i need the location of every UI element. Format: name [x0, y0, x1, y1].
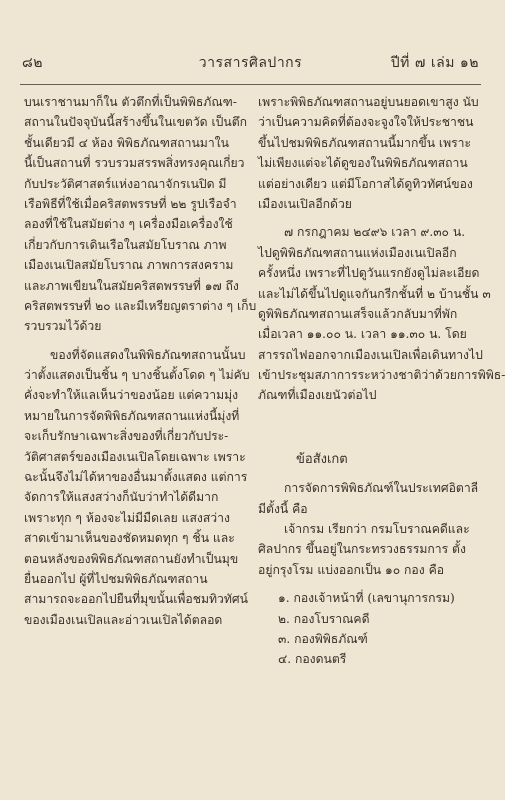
text-line: ดูพิพิธภัณฑสถานเสร็จแล้วกลับมาที่พัก: [258, 306, 458, 321]
text-line: วัติศาสตร์ของเมืองเนเปิลโดยเฉพาะ เพราะ: [24, 449, 246, 464]
text-line: เมื่อเวลา ๑๑.๐๐ น. เวลา ๑๑.๓๐ น. โดย: [258, 327, 467, 342]
right-paragraph-3: [258, 478, 479, 580]
text-line: ของเมืองเนเปิลและอ่าวเนเปิลได้ตลอด: [24, 612, 223, 627]
text-line: สถานในปัจจุบันนี้สร้างขึ้นในเขตวัด เป็นตึก: [24, 115, 247, 130]
text-line: ภัณฑที่เมืองเยนัวต่อไป: [258, 388, 377, 403]
text-line: เมืองเนเปิลอีกด้วย: [258, 196, 352, 211]
text-line: ว่าเป็นความคิดที่ต้องจะจูงใจให้ประชาชน: [258, 115, 474, 130]
text-line: บนเราชานมาก็ใน ตัวตึกที่เป็นพิพิธภัณฑ-: [24, 95, 237, 109]
list-item: ๓. กองพิพิธภัณฑ์: [278, 632, 368, 646]
list-item: ๑. กองเจ้าหน้าที่ (เลขานุการกรม): [278, 591, 455, 606]
text-line: เพราะพิพิธภัณฑสถานอยู่บนยอดเขาสูง นับ: [258, 95, 479, 109]
right-paragraph-2: [258, 222, 505, 406]
text-line: จะเก็บรักษาเฉพาะสิ่งของที่เกี่ยวกับประ-: [24, 429, 229, 444]
text-line: ๗ กรกฎาคม ๒๔๙๖ เวลา ๙.๓๐ น.: [284, 225, 466, 240]
text-line: นี้เป็นสถานที่ รวบรวมสรรพสิ่งทรงคุณเกี่ยว: [24, 156, 245, 171]
text-line: รวบรวมไว้ด้วย: [24, 319, 102, 334]
text-line: ลองที่ใช้ในสมัยต่าง ๆ เครื่องมือเครื่องใช้: [24, 217, 233, 232]
list-item: ๒. กองโบราณคดี: [278, 611, 370, 626]
text-line: เพราะทุก ๆ ห้องจะไม่มีมืดเลย แสงสว่าง: [24, 510, 230, 525]
text-line: เข้าประชุมสภาการระหว่างชาติว่าด้วยการพิพิธ-: [258, 368, 505, 383]
text-line: ตอนหลังของพิพิธภัณฑสถานยังทำเป็นมุข: [24, 551, 239, 566]
text-line: จัดการให้แสงสว่างก็นับว่าทำได้ดีมาก: [24, 490, 219, 505]
text-line: สาดเข้ามาเห็นของชัดหมดทุก ๆ ชิ้น และ: [24, 531, 235, 546]
text-line: และไม่ได้ขึ้นไปดูแจกันกรีกชั้นที่ ๒ บ้านชั้น ๓: [258, 286, 491, 301]
text-line: กับประวัติศาสตร์แห่งอาณาจักรเนปิด มี: [24, 176, 227, 191]
left-paragraph-2: [24, 345, 250, 630]
left-paragraph-1: [24, 92, 257, 337]
text-line: ไปดูพิพิธภัณฑสถานแห่งเมืองเนเปิลอีก: [258, 245, 457, 260]
issue-label: ปีที่ ๗ เล่ม ๑๒: [390, 55, 479, 71]
text-line: อยู่กรุงโรม แบ่งออกเป็น ๑๐ กอง คือ: [258, 562, 445, 577]
text-line: เมืองเนเปิลสมัยโบราณ ภาพการสงคราม: [24, 258, 234, 273]
text-line: เรือพิธีที่ใช้เมื่อคริสตพรรษที่ ๒๒ รูปเรือจำ: [24, 196, 237, 211]
text-line: หมายในการจัดพิพิธภัณฑสถานแห่งนี้มุ่งที่: [24, 408, 240, 423]
text-line: ยื่นออกไป ผู้ที่ไปชมพิพิธภัณฑสถาน: [24, 571, 208, 586]
header-rule: [20, 84, 481, 85]
text-line: ขึ้นไปชมพิพิธภัณฑสถานนี้มากขึ้น เพราะ: [258, 135, 472, 150]
division-list: [258, 588, 476, 670]
text-line: มีตั้งนี้ คือ: [258, 501, 308, 516]
text-line: สารรถไฟออกจากเมืองเนเปิลเพื่อเดินทางไป: [258, 347, 483, 362]
text-line: การจัดการพิพิธภัณฑ์ในประเทศอิตาลี: [284, 481, 479, 496]
text-line: ไม่เพียงแต่จะได้ดูของในพิพิธภัณฑสถาน: [258, 156, 468, 171]
text-line: คั่งจะทำให้แลเห็นว่าของน้อย แต่ความมุ่ง: [24, 388, 239, 403]
list-item: ๔. กองดนตรี: [278, 652, 347, 667]
text-line: และภาพเขียนในสมัยคริสตพรรษที่ ๑๗ ถึง: [24, 278, 239, 293]
text-line: ศิลปากร ขึ้นอยู่ในกระทรวงธรรมการ ตั้ง: [258, 542, 466, 557]
left-column: [24, 92, 257, 630]
text-line: เจ้ากรม เรียกว่า กรมโบราณคดีและ: [284, 522, 470, 537]
journal-title: วารสารศิลปากร: [198, 55, 303, 71]
text-line: คริสตพรรษที่ ๒๐ และมีเหรียญตราต่าง ๆ เก็บ: [24, 298, 257, 313]
text-line: ชั้นเดียวมี ๔ ห้อง พิพิธภัณฑสถานมาใน: [24, 135, 229, 150]
right-paragraph-1: [258, 92, 479, 214]
text-line: ของที่จัดแสดงในพิพิธภัณฑสถานนั้นบ: [50, 347, 246, 362]
text-line: ฉะนั้นจึงไม่ได้หาของอื่นมาตั้งแสดง แต่การ: [24, 470, 248, 485]
text-line: แต่อย่างเดียว แต่มีโอกาสได้ดูทิวทัศน์ของ: [258, 176, 473, 191]
text-line: สามารถจะออกไปยืนที่มุขนั้นเพื่อชมทิวทัศน์: [24, 592, 248, 607]
page-number: ๘๒: [22, 55, 44, 71]
section-heading: ข้อสังเกต: [296, 451, 348, 467]
page-header: [22, 50, 479, 74]
right-column: [258, 92, 505, 670]
text-line: ครั้งหนึ่ง เพราะที่ไปดูวันแรกยังดูไม่ละเอียด: [258, 266, 480, 281]
text-line: ว่าตั้งแสดงเป็นชิ้น ๆ บางชิ้นตั้งโดด ๆ ไม่คับ: [24, 368, 250, 383]
text-line: เกี่ยวกับการเดินเรือในสมัยโบราณ ภาพ: [24, 237, 227, 252]
